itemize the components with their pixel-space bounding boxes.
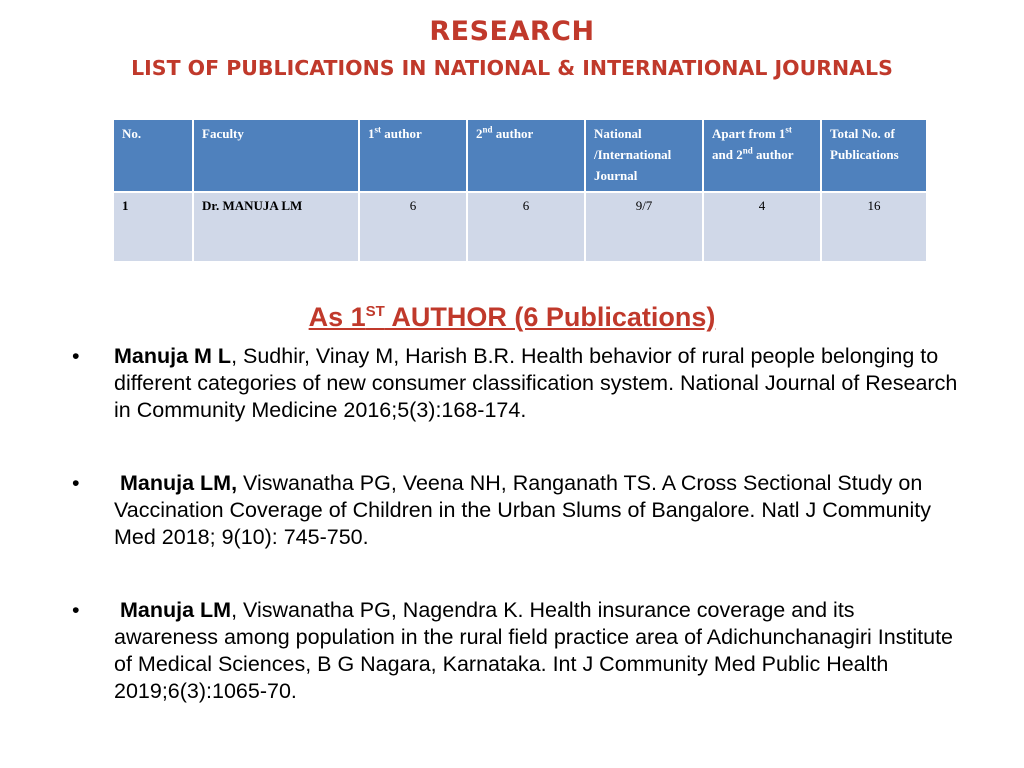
table-row [113, 192, 927, 262]
cell-first-author: 6 [359, 192, 467, 262]
publication-author: Manuja M L [114, 344, 232, 368]
cell-no: 1 [113, 192, 193, 262]
header-no: No. [113, 119, 193, 192]
section-heading: As 1ST AUTHOR (6 Publications) [308, 302, 716, 332]
cell-national-international: 9/7 [585, 192, 703, 262]
cell-apart-from: 4 [703, 192, 821, 262]
cell-second-author: 6 [467, 192, 585, 262]
bullet-icon: • [72, 598, 80, 622]
cell-total: 16 [821, 192, 927, 262]
header-first-author: 1st author [359, 119, 467, 192]
header-national-international: National /International Journal [585, 119, 703, 192]
publication-author: Manuja LM, [120, 471, 238, 495]
header-faculty: Faculty [193, 119, 359, 192]
list-item [72, 597, 962, 705]
cell-faculty: Dr. MANUJA LM [193, 192, 359, 262]
bullet-icon: • [72, 471, 80, 495]
slide-title: RESEARCH [429, 16, 595, 47]
publication-text: , Sudhir, Vinay M, Harish B.R. Health behavior of rural people belonging to different categories of new consumer classification system. National Journal of Research in Community Medicine 2016;5(3):168-174. [114, 344, 958, 422]
publication-text: , Viswanatha PG, Nagendra K. Health insurance coverage and its awareness among population in the rural field practice area of Adichunchanagiri Institute of Medical Sciences, B G Nagara, Karnataka. Int J Community Med Public Health 2019;6(3):1065-70. [114, 598, 954, 703]
header-apart-from: Apart from 1st and 2nd author [703, 119, 821, 192]
bullet-icon: • [72, 344, 80, 368]
publication-author: Manuja LM [120, 598, 232, 622]
list-item [72, 470, 962, 551]
publication-stats-table [112, 118, 928, 263]
list-item [72, 343, 962, 424]
table-header-row [113, 119, 927, 192]
slide-subtitle: LIST OF PUBLICATIONS IN NATIONAL & INTERNATIONAL JOURNALS [131, 56, 893, 80]
header-second-author: 2nd author [467, 119, 585, 192]
header-total: Total No. of Publications [821, 119, 927, 192]
publication-list [72, 343, 962, 705]
publication-text: Viswanatha PG, Veena NH, Ranganath TS. A Cross Sectional Study on Vaccination Coverage of Children in the Urban Slums of Bangalore. Natl J Community Med 2018; 9(10): 745-750. [114, 471, 931, 549]
